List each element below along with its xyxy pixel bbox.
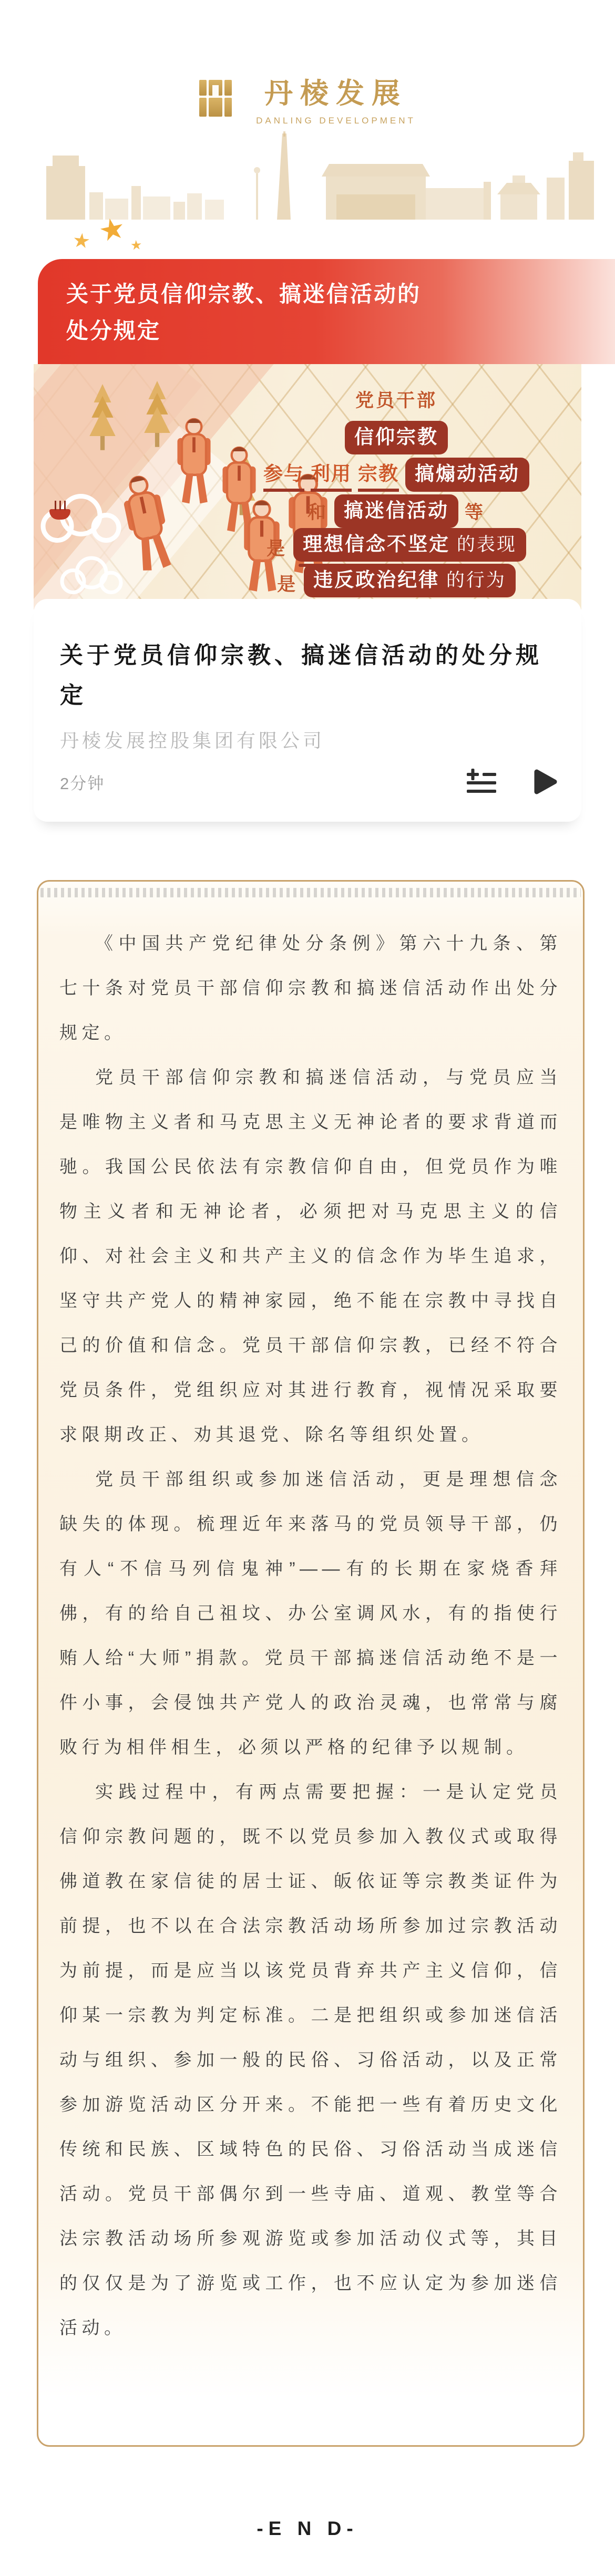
infographic-connector: 等: [465, 502, 486, 523]
article-body-card: [37, 880, 585, 2447]
infographic-row6-badge: [304, 564, 516, 597]
decorative-stripe-band: [40, 888, 581, 897]
play-icon: [533, 769, 557, 794]
infographic-row4-badge: 搞迷信活动: [334, 494, 458, 528]
article-header-card: [34, 599, 581, 822]
article-title: 关于党员信仰宗教、搞迷信活动的处分规定: [60, 643, 542, 708]
person-figure: [171, 418, 217, 508]
cover-banner: [38, 259, 615, 364]
paragraph: 党员干部信仰宗教和搞迷信活动，与党员应当是唯物主义者和马克思主义无神论者的要求背道而驰。我国公民依法有宗教信仰自由，但党员作为唯物主义者和无神论者，必须把对马克思主义的信仰、对社会主义和共产主义的信念作为毕生追求，坚守共产党人的精神家园，绝不能在宗教中寻找自己的价值和信念。党员干部信仰宗教，已经不符合党员条件，党组织应对其进行教育，视情况采取要求限期改正、劝其退党、除名等组织处置。: [59, 1068, 562, 1445]
infographic-row2-badge: 信仰宗教: [345, 421, 448, 454]
star-icon: ★: [71, 229, 92, 253]
brand-logo-icon: [199, 80, 232, 117]
audio-bar: [60, 763, 557, 801]
article-body-text: [59, 922, 562, 2351]
brand-name: 丹棱发展: [264, 78, 407, 109]
infographic-row1-text: 党员干部: [355, 390, 437, 411]
read-duration: 2分钟: [60, 774, 105, 793]
tree-icon: [141, 381, 173, 451]
incense-bowl-icon: [48, 495, 73, 520]
skyline-illustration: [0, 131, 615, 220]
cover-title-line1: 关于党员信仰宗教、搞迷信活动的: [66, 282, 422, 306]
brand-subtitle: DANLING DEVELOPMENT: [256, 116, 416, 126]
article-source: 丹棱发展控股集团有限公司: [60, 730, 325, 751]
infographic-connector: 是: [266, 539, 288, 560]
cover-title: [66, 276, 615, 349]
cloud-icon: [55, 553, 128, 598]
infographic-row3-badge: 搞煽动活动: [405, 458, 529, 491]
cover-title-line2: 处分规定: [66, 318, 161, 343]
infographic-row5-rest: 的表现: [450, 534, 517, 555]
infographic-connector: 是: [277, 574, 298, 595]
infographic-keyword: 参与: [263, 458, 304, 492]
playlist-add-icon: [467, 769, 496, 795]
paragraph: 党员干部组织或参加迷信活动，更是理想信念缺失的体现。梳理近年来落马的党员领导干部，仍有人“不信马列信鬼神”——有的长期在家烧香拜佛，有的给自己祖坟、办公室调风水，有的指使行贿人给“大师”捐款。党员干部搞迷信活动绝不是一件小事，会侵蚀共产党人的政治灵魂，也常常与腐败行为相伴相生，必须以严格的纪律予以规制。: [59, 1470, 562, 1757]
infographic-row6-rest: 的行为: [439, 570, 506, 591]
brand-header: [0, 77, 615, 126]
tree-icon: [86, 384, 119, 454]
paragraph: 实践过程中，有两点需要把握：一是认定党员信仰宗教问题的，既不以党员参加入教仪式或取得佛道教在家信徒的居士证、皈依证等宗教类证件为前提，也不以在合法宗教活动场所参加过宗教活动为前提，而是应当以该党员背弃共产主义信仰，信仰某一宗教为判定标准。二是把组织或参加迷信活动与组织、参加一般的民俗、习俗活动，以及正常参加游览活动区分开来。不能把一些有着历史文化传统和民族、区域特色的民俗、习俗活动当成迷信活动。党员干部偶尔到一些寺庙、道观、教堂等合法宗教活动场所参观游览或参加活动仪式等，其目的仅仅是为了游览或工作，也不应认定为参加迷信活动。: [59, 1782, 562, 2338]
paragraph: 《中国共产党纪律处分条例》第六十九条、第七十条对党员干部信仰宗教和搞迷信活动作出处分规定。: [59, 934, 562, 1043]
infographic-connector: 和: [307, 502, 328, 523]
playlist-add-button[interactable]: [467, 769, 496, 795]
play-button[interactable]: [533, 769, 557, 794]
cover-infographic: [34, 364, 581, 609]
infographic-row5-strong: 理想信念不坚定: [303, 533, 450, 555]
star-icon: ★: [130, 237, 143, 253]
infographic-row6-strong: 违反政治纪律: [313, 569, 440, 591]
cloud-icon: [34, 490, 128, 548]
infographic-row5-badge: [293, 528, 526, 562]
infographic-keyword: 宗教: [358, 458, 399, 492]
star-icon: ★: [95, 210, 129, 249]
infographic-keyword: 利用: [311, 458, 352, 492]
end-divider: -E N D-: [257, 2518, 358, 2539]
